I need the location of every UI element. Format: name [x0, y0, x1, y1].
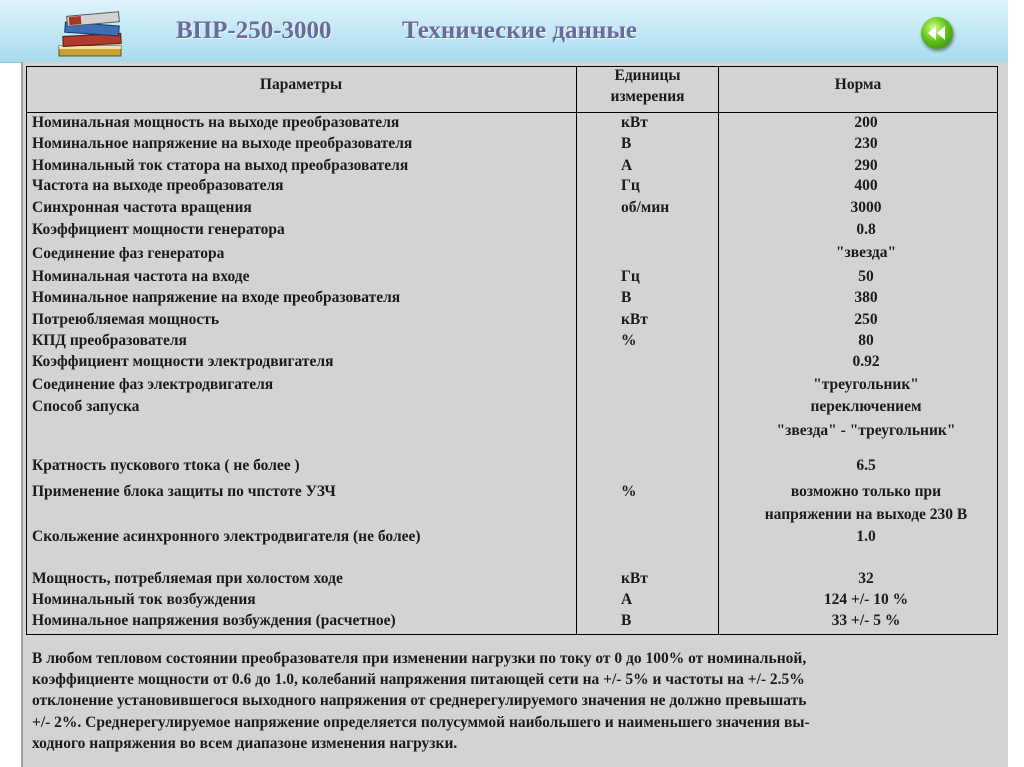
row-norm: 400 — [854, 177, 878, 194]
note-paragraph — [32, 648, 1000, 754]
page-margin — [1008, 0, 1024, 767]
column-divider-2 — [718, 66, 719, 635]
rewind-icon — [927, 25, 947, 41]
table-left-border — [26, 66, 27, 635]
row-norm-continued: напряжении на выходе 230 В — [764, 506, 968, 523]
row-parameter: Кратность пускового тtока ( не более ) — [32, 457, 300, 474]
page-title: Технические данные — [402, 17, 637, 44]
row-norm: 1.0 — [856, 528, 876, 545]
row-parameter: Частота на выходе преобразователя — [32, 177, 284, 194]
column-divider-1 — [576, 66, 577, 635]
row-parameter: Синхронная частота вращения — [32, 199, 252, 216]
row-unit: Гц — [621, 268, 640, 285]
row-unit: % — [621, 332, 637, 349]
table-top-border — [26, 66, 998, 67]
row-unit: В — [621, 612, 632, 629]
row-unit: кВт — [621, 311, 648, 328]
document-code: ВПР-250-3000 — [176, 17, 332, 44]
row-parameter: Коэффициент мощности электродвигателя — [32, 353, 334, 370]
row-unit: Гц — [621, 177, 640, 194]
row-parameter: Применение блока защиты по чпстоте УЗЧ — [32, 483, 336, 500]
row-norm: 32 — [858, 570, 874, 587]
row-norm: "треугольник" — [813, 376, 919, 393]
row-parameter: Мощность, потребляемая при холостом ходе — [32, 570, 343, 587]
note-line: отклонение установившегося выходного напряжения от среднерегулируемого значения не должно превышать — [32, 692, 807, 710]
row-unit: кВт — [621, 114, 648, 131]
row-norm: 250 — [854, 311, 878, 328]
row-norm-continued: "звезда" - "треугольник" — [776, 422, 956, 439]
row-parameter: Соединение фаз электродвигателя — [32, 376, 274, 393]
row-unit: % — [621, 483, 637, 500]
note-line: коэффициенте мощности от 0.6 до 1.0, колебаний напряжения питающей сети на +/- 5% и частоты на +/- 2.5% — [32, 671, 805, 689]
row-parameter: Соединение фаз генератора — [32, 245, 225, 262]
note-line: В любом тепловом состоянии преобразователя при изменении нагрузки по току от 0 до 100% от номинальной, — [32, 650, 807, 667]
column-header-units-line1: Единицы — [614, 67, 681, 84]
row-norm: 33 +/- 5 % — [831, 612, 901, 629]
column-header-norm: Норма — [834, 76, 882, 93]
row-norm: 200 — [854, 114, 878, 131]
row-norm: 124 +/- 10 % — [823, 591, 909, 608]
title-bar — [0, 0, 1024, 63]
books-icon — [55, 8, 135, 60]
header-divider — [26, 112, 998, 113]
row-parameter: Способ запуска — [32, 398, 140, 415]
row-parameter: КПД преобразователя — [32, 332, 187, 349]
row-norm: 230 — [854, 135, 878, 152]
row-norm: 6.5 — [856, 457, 876, 474]
row-parameter: Номинальное напряжение на входе преобразователя — [32, 289, 401, 306]
row-norm: 0.8 — [856, 221, 876, 238]
row-norm: 3000 — [850, 199, 882, 216]
row-norm: "звезда" — [835, 244, 897, 261]
row-parameter: Коэффициент мощности генератора — [32, 221, 285, 238]
row-parameter: Номинальный ток возбуждения — [32, 591, 256, 608]
row-parameter: Номинальная частота на входе — [32, 268, 250, 285]
row-unit: кВт — [621, 570, 648, 587]
column-header-parameters: Параметры — [259, 76, 343, 93]
row-parameter: Номинальная мощность на выходе преобразователя — [32, 114, 400, 131]
row-parameter: Номинальное напряжения возбуждения (расчетное) — [32, 612, 396, 629]
row-unit: В — [621, 135, 632, 152]
row-norm: переключением — [810, 398, 922, 415]
row-parameter: Номинальное напряжение на выходе преобразователя — [32, 135, 413, 152]
row-parameter: Скольжение асинхронного электродвигателя (не более) — [32, 528, 421, 545]
row-norm: 290 — [854, 157, 878, 174]
content-panel — [21, 62, 1010, 767]
row-parameter: Потреюбляемая мощность — [32, 311, 220, 328]
column-header-units-line2: измерения — [610, 88, 685, 105]
back-button[interactable] — [921, 17, 953, 49]
note-line: ходного напряжения во всем диапазоне изменения нагрузки. — [32, 734, 458, 752]
row-unit: А — [621, 157, 633, 174]
row-unit: А — [621, 591, 633, 608]
row-norm: 0.92 — [852, 353, 880, 370]
table-bottom-border — [26, 634, 998, 635]
row-norm: 50 — [858, 268, 874, 285]
row-norm: 380 — [854, 289, 878, 306]
note-line: +/- 2%. Среднерегулируемое напряжение определяется полусуммой наибольшего и наименьшего значения вы- — [32, 713, 810, 731]
row-unit: В — [621, 289, 632, 306]
row-unit: об/мин — [621, 199, 670, 216]
row-norm: 80 — [858, 332, 874, 349]
row-parameter: Номинальный ток статора на выход преобразователя — [32, 157, 409, 174]
row-norm: возможно только при — [790, 483, 942, 500]
